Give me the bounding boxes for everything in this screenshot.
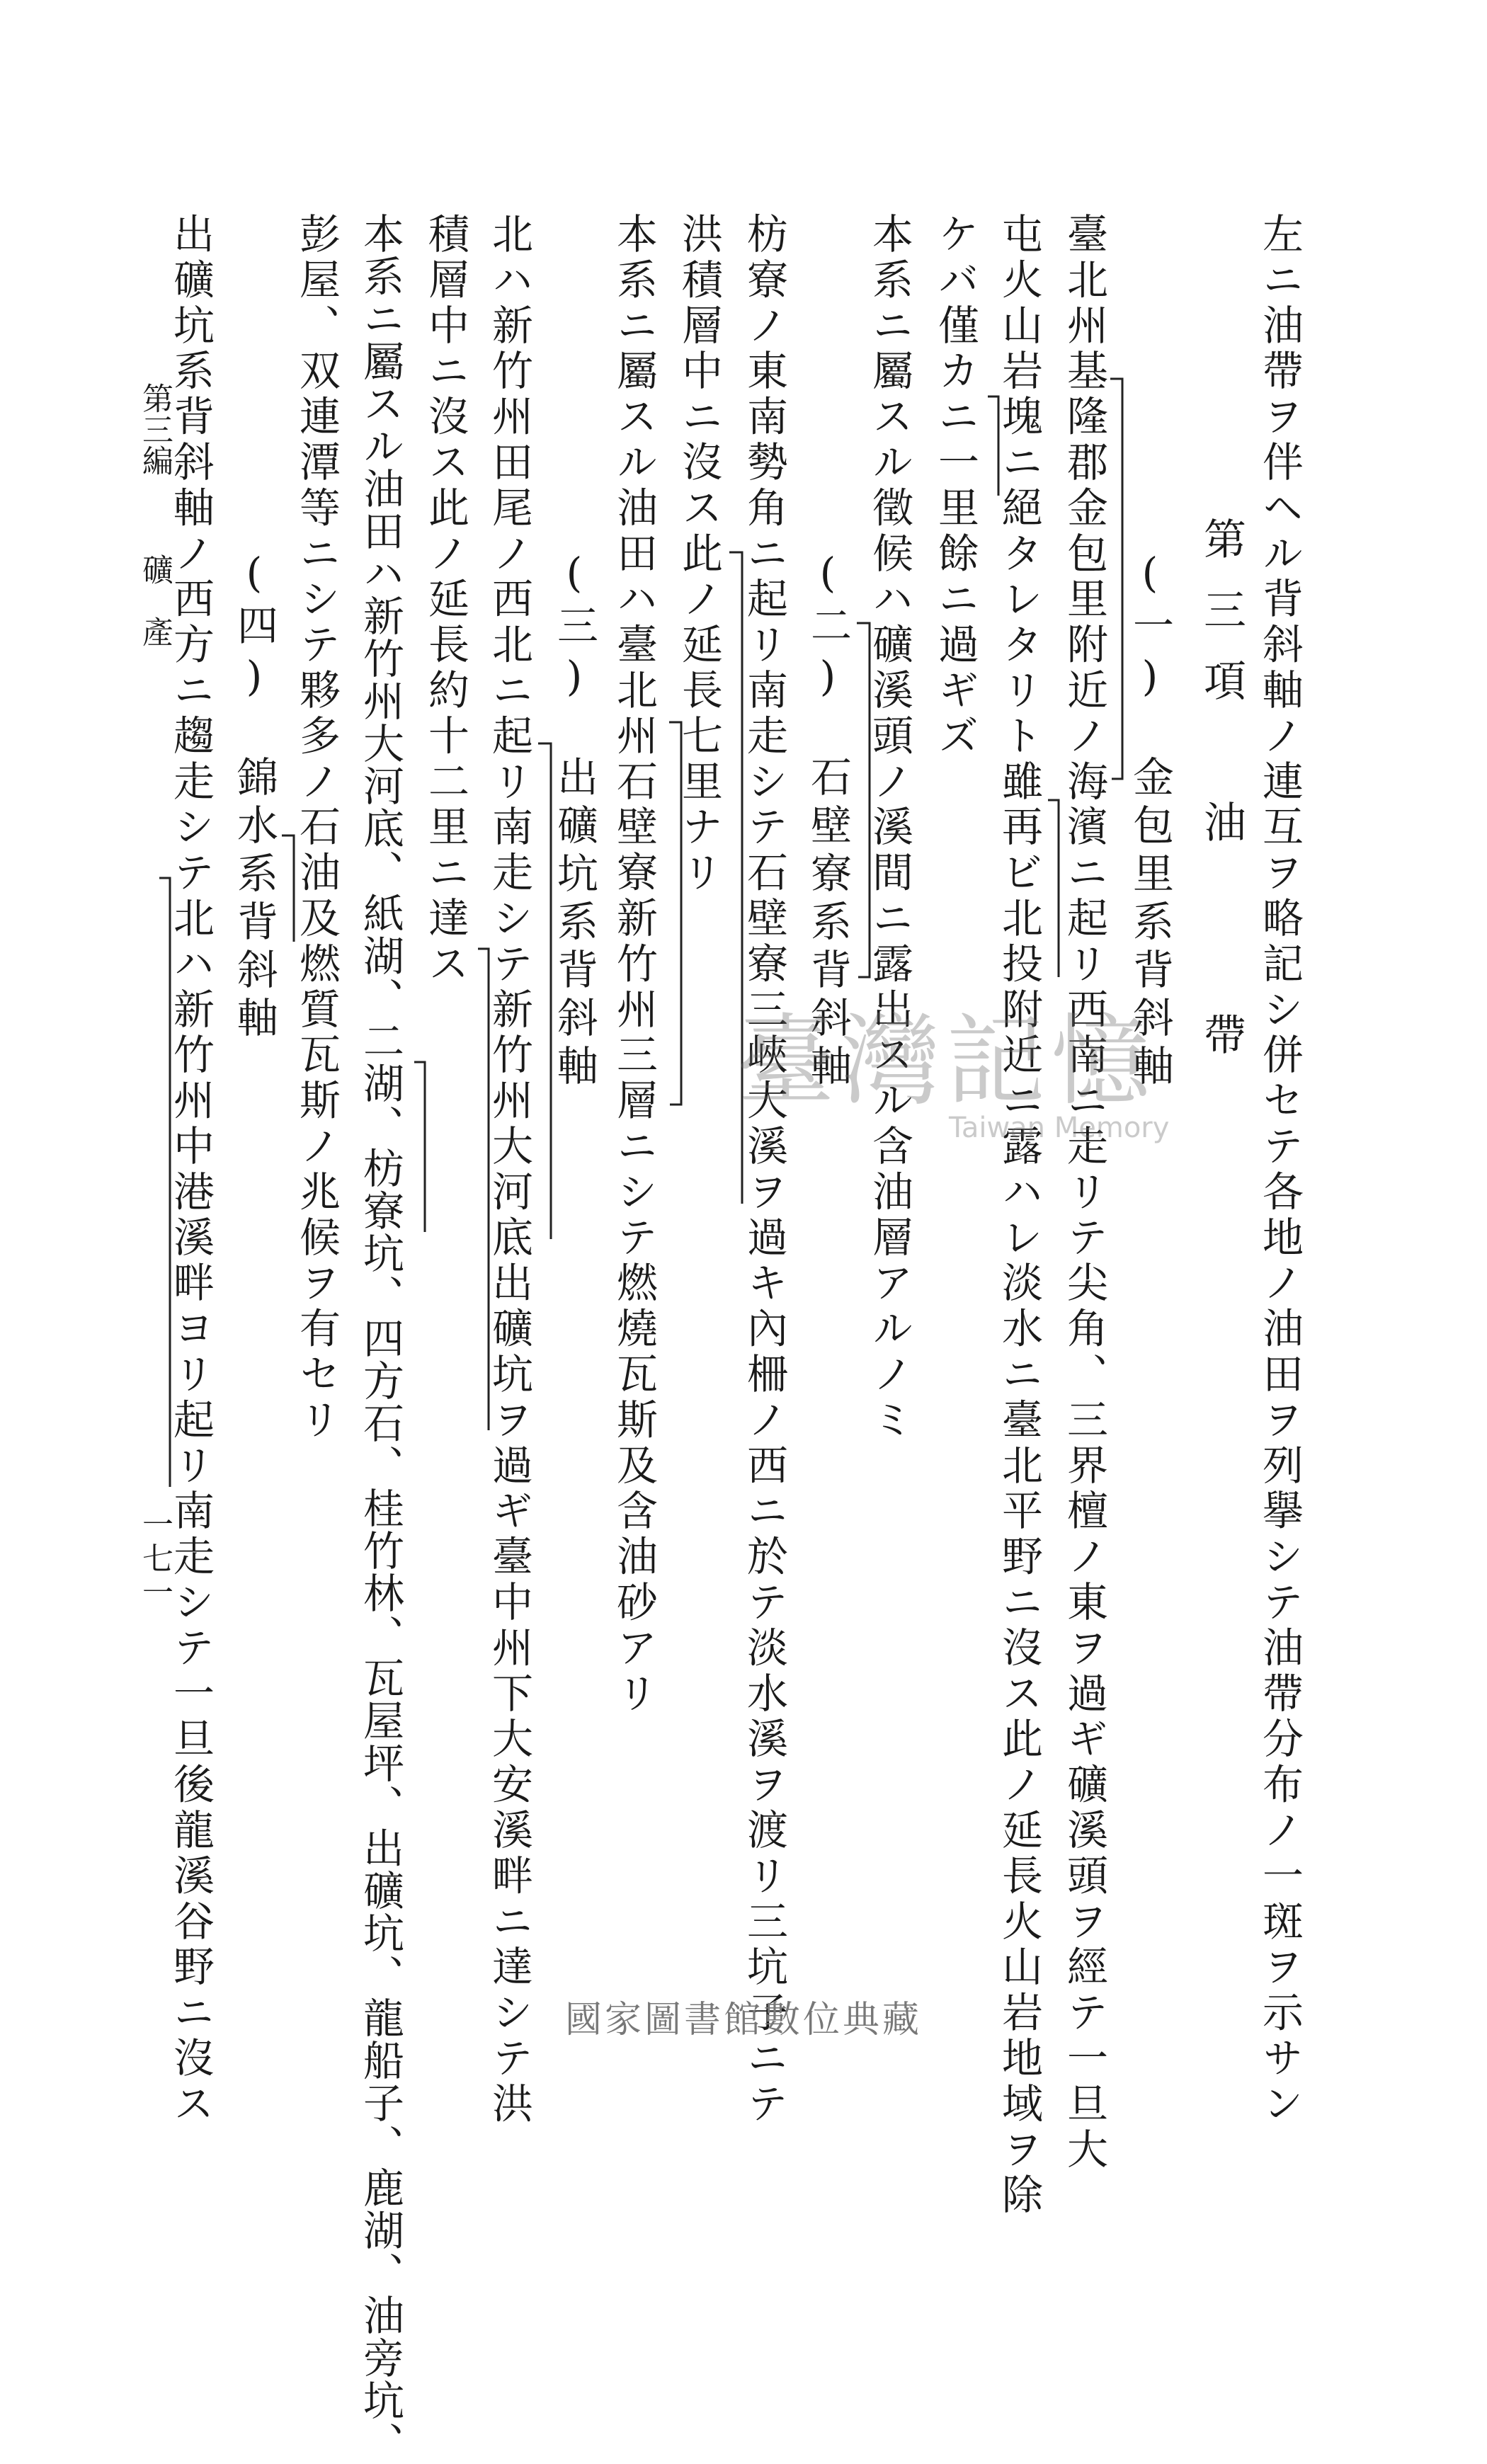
text-column-2b: 洪積層中ニ沒ス此ノ延長七里ナリ <box>675 212 723 896</box>
text-column-2a: 枋寮ノ東南勢角ニ起リ南走シテ石壁寮三峽大溪ヲ過キ內柵ノ西ニ於テ淡水溪ヲ渡リ三坑子ニテ <box>740 212 788 2128</box>
text-column-3d: 彭屋、双連潭等ニシテ夥多ノ石油及燃質瓦斯ノ兆候ヲ有セリ <box>292 212 341 1444</box>
text-column-1c: ケバ僅カニ一里餘ニ過ギズ <box>931 212 979 760</box>
running-header-part: 第三編 <box>137 382 173 476</box>
subsection-heading-2: (二) 石壁寮系背斜軸 <box>804 549 852 1093</box>
subsection-heading-1: (一) 金包里系背斜軸 <box>1126 549 1174 1093</box>
text-column-3c: 本系ニ屬スル油田ハ新竹州大河底、紙湖、二湖、枋寮坑、四方石、桂竹林、瓦屋坪、出礦坑、龍船子、鹿湖、油旁坑、 <box>356 212 404 2464</box>
page-number: 一七一 <box>137 1508 173 1610</box>
text-column-3b: 積層中ニ沒ス此ノ延長約十二里ニ達ス <box>421 212 469 988</box>
text-column-1b: 屯火山岩塊ニ絕タレタリト雖再ビ北投附近ニ露ハレ淡水ニ臺北平野ニ沒ス此ノ延長火山岩地域ヲ除 <box>995 212 1043 2219</box>
text-column-1a: 臺北州基隆郡金包里附近ノ海濱ニ起リ西南ニ走リテ尖角、三界檀ノ東ヲ過ギ礦溪頭ヲ經テ一旦大 <box>1060 212 1108 2174</box>
subsection-heading-4: (四) 錦水系背斜軸 <box>230 549 278 1044</box>
subsection-heading-3: (三) 出礦坑系背斜軸 <box>550 549 598 1093</box>
watermark-title: 臺灣記憶 <box>736 1004 1156 1119</box>
library-credit: 國家圖書館數位典藏 <box>564 1999 922 2041</box>
text-column-2c: 本系ニ屬スル油田ハ臺北州石壁寮新竹州三層ニシテ燃燒瓦斯及含油砂アリ <box>610 212 658 1718</box>
section-heading: 第三項 油 帶 <box>1197 517 1246 1083</box>
bracket-mark <box>414 1062 425 1232</box>
running-header-chapter: 礦 產 <box>137 554 173 647</box>
bracket-mark <box>1048 800 1059 977</box>
text-column-3a: 北ハ新竹州田尾ノ西北ニ起リ南走シテ新竹州大河底出礦坑ヲ過ギ臺中州下大安溪畔ニ達シテ洪 <box>485 212 533 2128</box>
text-column-intro: 左ニ油帶ヲ伴ヘル背斜軸ノ連互ヲ略記シ併セテ各地ノ油田ヲ列擧シテ油帶分布ノ一斑ヲ示サン <box>1255 212 1304 2128</box>
bracket-mark <box>1110 379 1122 779</box>
text-column-4a: 出礦坑系背斜軸ノ西方ニ趨走シテ北ハ新竹州中港溪畔ヨリ起リ南走シテ一旦後龍溪谷野ニ沒ス <box>166 212 215 2128</box>
running-header <box>137 382 173 647</box>
bracket-mark <box>538 743 551 1239</box>
text-column-1d: 本系ニ屬スル徵候ハ礦溪頭ノ溪間ニ露出スル含油層アルノミ <box>865 212 913 1444</box>
watermark-subtitle: Taiwan Memory <box>949 1112 1170 1144</box>
